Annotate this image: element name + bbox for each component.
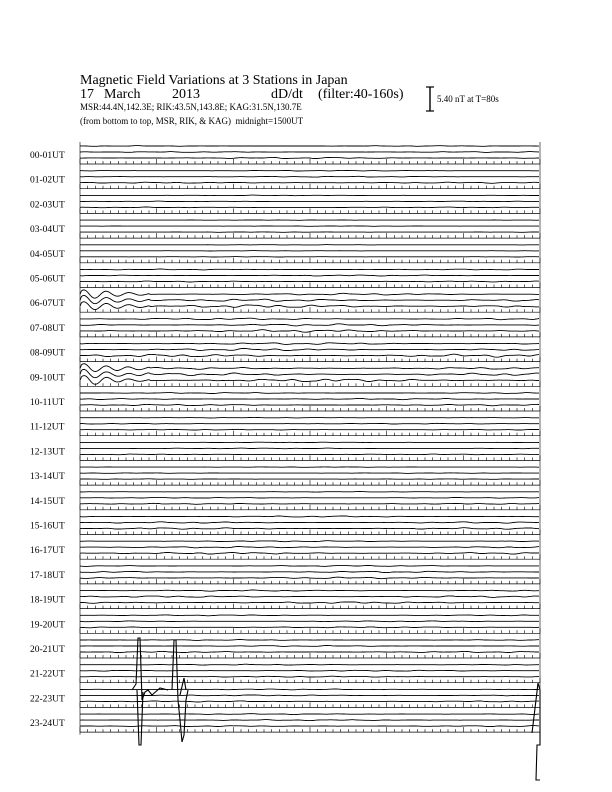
quantity-label: dD/dt bbox=[271, 87, 303, 102]
row-label: 02-03UT bbox=[30, 200, 65, 211]
trace-msr bbox=[80, 479, 539, 480]
minute-ticks bbox=[80, 357, 540, 362]
minute-ticks bbox=[80, 678, 540, 683]
minute-ticks bbox=[80, 505, 540, 510]
row-23-24UT bbox=[30, 714, 540, 733]
trace-msr bbox=[80, 676, 539, 677]
row-label: 17-18UT bbox=[30, 570, 65, 581]
trace-kag bbox=[80, 640, 539, 641]
row-label: 01-02UT bbox=[30, 175, 65, 186]
signal-spike bbox=[532, 683, 540, 780]
scale-bar bbox=[426, 87, 434, 111]
trace-msr bbox=[80, 404, 539, 405]
row-03-04UT bbox=[30, 220, 540, 238]
row-label: 22-23UT bbox=[30, 694, 65, 705]
minute-ticks bbox=[80, 554, 540, 559]
trace-rik bbox=[80, 398, 539, 399]
trace-kag bbox=[80, 615, 539, 616]
trace-kag bbox=[80, 689, 539, 690]
scale-label: 5.40 nT at T=80s bbox=[437, 94, 499, 104]
trace-kag bbox=[80, 195, 539, 196]
row-00-01UT bbox=[30, 146, 540, 164]
trace-rik bbox=[80, 448, 539, 449]
row-02-03UT bbox=[30, 195, 540, 213]
trace-rik bbox=[80, 201, 539, 202]
row-09-10UT bbox=[30, 364, 540, 387]
trace-kag bbox=[80, 269, 539, 270]
minute-ticks bbox=[80, 628, 540, 633]
minute-ticks bbox=[80, 406, 540, 411]
trace-msr bbox=[80, 182, 539, 183]
row-21-22UT bbox=[30, 664, 540, 683]
minute-ticks bbox=[80, 208, 540, 213]
trace-kag bbox=[80, 170, 539, 171]
row-label: 20-21UT bbox=[30, 645, 65, 655]
minute-ticks bbox=[80, 455, 540, 460]
row-label: 19-20UT bbox=[30, 620, 65, 631]
minute-ticks bbox=[80, 307, 540, 312]
trace-kag bbox=[80, 343, 539, 345]
row-label: 18-19UT bbox=[30, 595, 65, 606]
trace-msr bbox=[80, 354, 539, 357]
trace-msr bbox=[80, 207, 539, 208]
trace-kag bbox=[80, 417, 539, 418]
trace-msr bbox=[80, 157, 539, 158]
trace-rik bbox=[80, 473, 539, 474]
row-04-05UT bbox=[30, 245, 540, 263]
trace-msr bbox=[80, 651, 539, 652]
trace-rik bbox=[80, 152, 539, 153]
trace-rik bbox=[80, 423, 539, 424]
filter-label: (filter:40-160s) bbox=[318, 87, 404, 102]
trace-kag bbox=[80, 492, 539, 493]
trace-rik bbox=[80, 498, 539, 499]
minute-ticks bbox=[80, 381, 540, 386]
trace-kag bbox=[80, 664, 539, 665]
minute-ticks bbox=[80, 159, 540, 164]
trace-rik bbox=[80, 596, 539, 598]
row-label: 05-06UT bbox=[30, 274, 65, 285]
trace-kag bbox=[80, 318, 539, 320]
trace-msr bbox=[80, 376, 539, 385]
year-label: 2013 bbox=[172, 87, 200, 102]
trace-msr bbox=[80, 503, 539, 504]
trace-rik bbox=[80, 547, 539, 548]
row-label: 12-13UT bbox=[30, 447, 65, 458]
row-19-20UT bbox=[30, 615, 540, 633]
row-label: 14-15UT bbox=[30, 496, 65, 507]
minute-ticks bbox=[80, 184, 540, 189]
row-10-11UT bbox=[30, 393, 540, 411]
row-01-02UT bbox=[30, 170, 540, 188]
row-20-21UT bbox=[30, 640, 540, 659]
row-label: 09-10UT bbox=[30, 373, 65, 384]
row-label: 04-05UT bbox=[30, 249, 65, 260]
trace-rik bbox=[80, 646, 539, 647]
row-06-07UT bbox=[30, 290, 540, 312]
trace-rik bbox=[80, 670, 539, 671]
trace-rik bbox=[80, 369, 539, 377]
trace-rik bbox=[80, 720, 539, 721]
row-label: 15-16UT bbox=[30, 521, 65, 532]
minute-ticks bbox=[80, 530, 540, 535]
row-11-12UT bbox=[30, 417, 540, 435]
row-13-14UT bbox=[30, 467, 540, 485]
midnight-note: midnight=1500UT bbox=[235, 116, 304, 126]
trace-rik bbox=[80, 176, 539, 177]
signal-spike bbox=[180, 678, 186, 695]
row-label: 06-07UT bbox=[30, 299, 65, 310]
trace-kag bbox=[80, 364, 539, 372]
minute-ticks bbox=[80, 233, 540, 238]
trace-msr bbox=[80, 330, 539, 333]
trace-kag bbox=[80, 516, 539, 517]
minute-ticks bbox=[80, 431, 540, 436]
minute-ticks bbox=[80, 653, 540, 658]
row-label: 00-01UT bbox=[30, 151, 65, 161]
trace-msr bbox=[80, 281, 539, 282]
row-label: 23-24UT bbox=[30, 719, 65, 730]
minute-ticks bbox=[80, 258, 540, 263]
row-12-13UT bbox=[30, 442, 540, 460]
row-07-08UT bbox=[30, 318, 540, 337]
trace-msr bbox=[80, 701, 539, 702]
row-label: 21-22UT bbox=[30, 669, 65, 680]
trace-msr bbox=[80, 577, 539, 579]
trace-msr bbox=[80, 528, 539, 530]
row-15-16UT bbox=[30, 516, 540, 535]
trace-rik bbox=[80, 571, 539, 572]
trace-rik bbox=[80, 275, 539, 276]
trace-rik bbox=[80, 522, 539, 523]
row-17-18UT bbox=[30, 566, 540, 584]
trace-kag bbox=[80, 146, 539, 147]
row-label: 10-11UT bbox=[30, 398, 65, 408]
row-label: 16-17UT bbox=[30, 546, 65, 557]
trace-kag bbox=[80, 566, 539, 567]
trace-kag bbox=[80, 290, 539, 298]
minute-ticks bbox=[80, 480, 540, 485]
trace-msr bbox=[80, 454, 539, 455]
trace-rik bbox=[80, 324, 539, 326]
row-08-09UT bbox=[30, 343, 540, 362]
order-note: (from bottom to top, MSR, RIK, & KAG) bbox=[80, 116, 232, 126]
trace-rik bbox=[80, 296, 539, 304]
trace-msr bbox=[80, 302, 539, 310]
row-18-19UT bbox=[30, 590, 540, 609]
stations-line: MSR:44.4N,142.3E; RIK:43.5N,143.8E; KAG:31.5N,130.7E bbox=[80, 102, 302, 112]
trace-kag bbox=[80, 590, 539, 591]
trace-msr bbox=[80, 726, 539, 727]
row-05-06UT bbox=[30, 269, 540, 288]
trace-rik bbox=[80, 695, 539, 696]
trace-rik bbox=[80, 621, 539, 622]
minute-ticks bbox=[80, 283, 540, 288]
row-label: 03-04UT bbox=[30, 225, 65, 236]
row-label: 11-12UT bbox=[30, 422, 65, 433]
row-label: 07-08UT bbox=[30, 323, 65, 334]
trace-kag bbox=[80, 541, 539, 542]
trace-msr bbox=[80, 429, 539, 430]
trace-msr bbox=[80, 627, 539, 628]
trace-rik bbox=[80, 349, 539, 351]
minute-ticks bbox=[80, 727, 540, 732]
row-label: 08-09UT bbox=[30, 348, 65, 359]
minute-ticks bbox=[80, 332, 540, 337]
minute-ticks bbox=[80, 604, 540, 609]
row-16-17UT bbox=[30, 541, 540, 560]
trace-msr bbox=[80, 602, 539, 603]
chart-title: Magnetic Field Variations at 3 Stations in Japan bbox=[80, 73, 348, 88]
row-label: 13-14UT bbox=[30, 472, 65, 483]
trace-kag bbox=[80, 393, 539, 394]
month-label: March bbox=[104, 87, 141, 102]
minute-ticks bbox=[80, 702, 540, 707]
row-14-15UT bbox=[30, 492, 540, 510]
row-22-23UT bbox=[30, 689, 540, 707]
day-label: 17 bbox=[80, 87, 94, 102]
trace-msr bbox=[80, 553, 539, 555]
minute-ticks bbox=[80, 579, 540, 584]
trace-kag bbox=[80, 714, 539, 715]
